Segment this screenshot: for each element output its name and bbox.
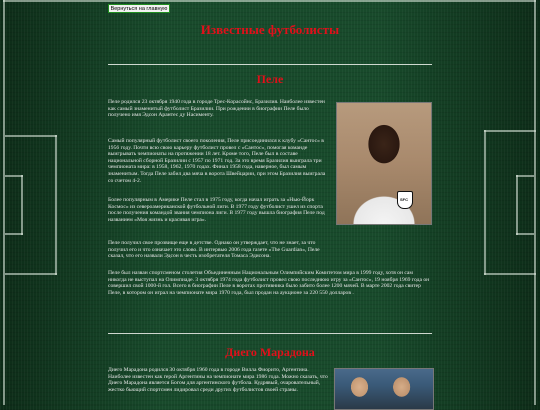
pitch-penalty-box-left: [5, 135, 57, 137]
pitch-penalty-box-left: [5, 273, 57, 275]
divider: [108, 64, 432, 65]
maradona-paragraph-1: Диего Марадона родился 30 октября 1960 года в городе Вилла Фиорито, Аргентина. Наиболее известен как герой Аргентины на чемпионате мира 1986 года. Можно сказать, что Диего Марадона является Богом для аргентинского футбола. Кудрявый, очаровательный, жестко бьющий спортсмен лидировал среди других футболистов своей страны.: [108, 367, 328, 393]
pitch-penalty-box-right: [484, 130, 486, 275]
pitch-penalty-box-right: [484, 273, 536, 275]
divider: [108, 333, 432, 334]
pele-section-title: Пеле: [256, 72, 284, 86]
pitch-goal-box-left: [5, 233, 23, 235]
maradona-photo: [334, 368, 434, 410]
pitch-goal-box-right: [516, 175, 534, 177]
pele-paragraph-3: Более популярным в Америке Пеле стал в 1975 году, когда начал играть за «Нью-Йорк Космос» из североамериканской футбольной лиги. В 1977 году футболист ушел из спорта после получения командой звания чемпиона лиги. В 1977 году вышла биография Пеле под названием «Моя жизнь и красивая игра».: [108, 197, 325, 223]
pele-photo: [336, 102, 432, 225]
pitch-line-top: [3, 0, 536, 2]
maradona-section-title: Диего Марадона: [225, 345, 315, 359]
pitch-line-right-touch: [534, 0, 536, 405]
pitch-goal-box-right: [516, 233, 534, 235]
pitch-goal-box-left: [21, 175, 23, 235]
back-to-home-button[interactable]: Вернуться на главную: [108, 4, 170, 13]
pele-paragraph-1: Пеле родился 23 октября 1940 года в городе Трес-Корасойнс, Бразилия. Наиболее известен как самый знаменитый футболист Бразилии. При рождении в биографии Пеле было получено имя Эдсон Арантес ду Насименту.: [108, 99, 325, 119]
page-title: Известные футболисты: [200, 22, 340, 37]
pitch-penalty-box-right: [484, 130, 536, 132]
pitch-line-left-touch: [3, 0, 5, 405]
santos-crest-icon: SFC: [397, 191, 413, 209]
pele-paragraph-4: Пеле получил свое прозвище еще в детстве. Однако он утверждает, что не знает, за что получил его и что означает это слово. В интервью 2006 года газете «The Guardian», Пеле сказал, что его назвали Эдсон в честь изобретателя Томаса Эдисона.: [108, 240, 320, 260]
pitch-goal-box-right: [516, 175, 518, 235]
pitch-penalty-box-left: [55, 135, 57, 275]
pele-paragraph-5: Пеле был назван спортсменом столетия Объединенным Национальным Олимпийским Комитетом мира в 1999 году, хотя он сам никогда не выступал на Олимпиаде. 3 октября 1974 года футболист провел свою последнюю игру за «Сантос», 19 ноября 1969 года он совершил свой 1000-й гол. Всего в биографии Пеле в воротах противника было забито более 1200 мячей. В марте 2002 года свитер Пеле, в котором он играл на чемпионате мира 1970 года, был продан на аукционе за 220 550 долларов .: [108, 270, 430, 296]
pele-paragraph-2: Самый популярный футболист своего поколения, Пеле присоединился к клубу «Сантос» в 1956 году. Почти всю свою карьеру футболист провел с «Сантос», помогая команде выигрывать чемпионаты на протяжении 18 лет. Кроме того, Пеле был в составе национальной сборной Бразилии с 1957 по 1971 год. За это время Бразилия выиграла три чемпионата мира: в 1958, 1962, 1970 годах. Финал 1958 года, наверное, был самым знаменитым. Тогда Пеле забил два мяча в ворота Швейцарии, при этом Бразилия выиграла со счетом 4-2.: [108, 138, 326, 184]
